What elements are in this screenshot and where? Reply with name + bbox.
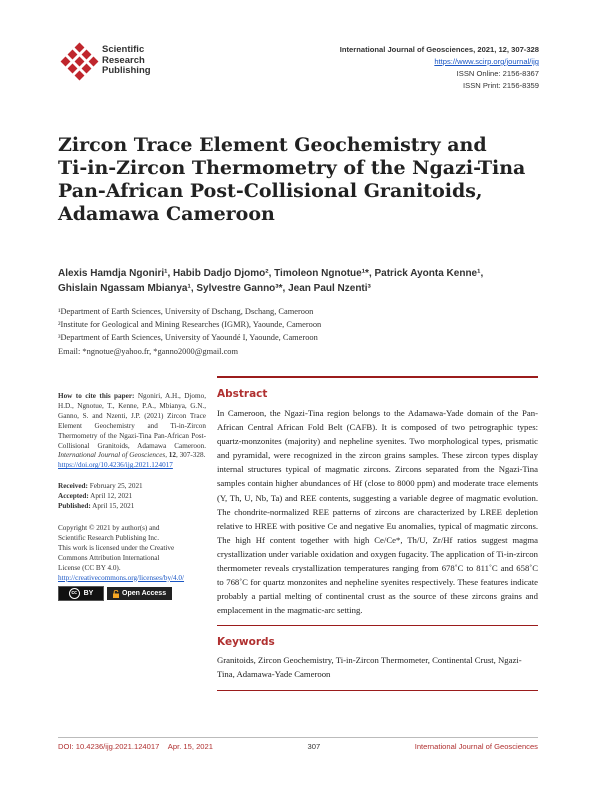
abstract-panel [217, 376, 538, 691]
license-line: Copyright © 2021 by author(s) and [58, 523, 160, 532]
pages: , 307-328. [175, 451, 206, 460]
journal-name-italic: International Journal of Geosciences, [58, 451, 167, 460]
received-date: February 25, 2021 [89, 482, 143, 491]
open-access-label: Open Access [122, 589, 167, 597]
published-label: Published: [58, 502, 91, 511]
accepted-label: Accepted: [58, 492, 89, 501]
issn-print: ISSN Print: 2156-8359 [463, 81, 539, 90]
license-block [58, 524, 206, 601]
license-line: Commons Attribution International [58, 553, 160, 562]
issn-online: ISSN Online: 2156-8367 [456, 69, 539, 78]
affiliations [58, 305, 538, 358]
title-line: Pan-African Post-Collisional Granitoids, [58, 180, 483, 202]
keywords-rule [217, 625, 538, 626]
license-url-link[interactable]: http://creativecommons.org/licenses/by/4.0/ [58, 573, 185, 582]
email: Email: *ngnotue@yahoo.fr, *ganno2000@gmail.com [58, 346, 238, 356]
journal-url-link[interactable]: https://www.scirp.org/journal/ijg [434, 57, 539, 66]
license-line: This work is licensed under the Creative [58, 543, 175, 552]
publisher-name-line: Research [102, 54, 145, 66]
article-title [58, 134, 538, 226]
volume: 12 [168, 451, 176, 460]
author-list [58, 266, 538, 296]
title-line: Adamawa Cameroon [58, 203, 275, 225]
published-date: April 15, 2021 [92, 502, 135, 511]
how-to-cite [58, 392, 206, 471]
page-footer [58, 742, 538, 751]
citation-sidebar [58, 392, 206, 601]
affiliation: ³Department of Earth Sciences, University of Yaoundé I, Yaounde, Cameroon [58, 333, 318, 343]
how-to-cite-label: How to cite this paper: [58, 392, 135, 400]
accepted-date: April 12, 2021 [90, 492, 133, 501]
journal-citation: International Journal of Geosciences, 2021, 12, 307-328 [339, 45, 539, 54]
abstract-text: In Cameroon, the Ngazi-Tina region belongs to the Adamawa-Yade domain of the Pan-African Central African Fold Belt (CAFB). It is composed of two petrographic types: quartz-monzonites (majority) and nepheline syenites. Two morphological types, prismatic and pyramidal, were recognized in the zircon grains samples. These zircon types display internal structures typical of magmatic zircons. Zircons separated from the Ngazi-Tina samples contain higher abundances of Hf (close to 8000 ppm) and moderate trace elements (Y, Th, U, Nb, Ta) and REE contents, suggesting a variable degree of magmatic evolution. The chondrite-normalized REE patterns of zircons are characterized by LREE depletion relative to HREE with positive Ce and negative Eu anomalies, typical of magmatic zircons. The high Hf content together with high Ce/Ce*, Th/U, Zr/Hf ratios suggest magma crystallization under variable oxidation and oxygen fugacity. The application of Ti-in-zircon thermometer reveals crystallization temperatures ranging from 678˚C to 811˚C and 658˚C to 768˚C for quartz monzonites and nepheline syenites respectively. These features indicate probably a partial melting of continental crust as the source of these zircons grains and emplacement in the magmatic-arc setting. [217, 408, 538, 616]
author-line: Ghislain Ngassam Mbianya¹, Sylvestre Ganno³*, Jean Paul Nzenti³ [58, 283, 371, 294]
footer-journal: International Journal of Geosciences [414, 742, 538, 751]
publisher-name-line: Scientific [102, 44, 145, 55]
open-lock-icon [113, 590, 119, 598]
license-line: License (CC BY 4.0). [58, 563, 121, 572]
open-access-badge[interactable] [107, 587, 172, 600]
footer-date: Apr. 15, 2021 [167, 742, 213, 751]
affiliation: ¹Department of Earth Sciences, University of Dschang, Dschang, Cameroon [58, 307, 314, 316]
publisher-name-line: Publishing [102, 65, 151, 76]
doi-link[interactable]: https://doi.org/10.4236/ijg.2021.124017 [58, 461, 173, 470]
author-line: Alexis Hamdja Ngoniri¹, Habib Dadjo Djomo², Timoleon Ngnotue¹*, Patrick Ayonta Kenne¹, [58, 268, 484, 279]
how-to-cite-text: Ngoniri, A.H., Djomo, H.D., Ngnotue, T., Kenne, P.A., Mbianya, G.N., Ganno, S. and Nzenti, J.P. (2021) Zircon Trace Element Geochemistry and Ti-in-Zircon Thermometry of the Ngazi-Tina Pan-African Post-Collisional Granitoids, Adamawa Cameroon. [58, 392, 206, 450]
keywords-bottom-rule [217, 690, 538, 691]
affiliation: ²Institute for Geological and Mining Researches (IGMR), Yaounde, Cameroon [58, 320, 322, 330]
cc-icon: cc [69, 588, 80, 599]
journal-info [340, 44, 539, 92]
keywords-heading: Keywords [217, 636, 275, 649]
abstract-heading: Abstract [217, 388, 268, 400]
cc-by-badge[interactable] [58, 586, 104, 601]
footer-rule [58, 737, 538, 738]
abstract-top-rule [217, 376, 538, 378]
page-number: 307 [307, 742, 321, 751]
footer-doi: DOI: 10.4236/ijg.2021.124017 [58, 742, 160, 751]
keywords-text: Granitoids, Zircon Geochemistry, Ti-in-Zircon Thermometer, Continental Crust, Ngazi-Tina, Adamawa-Yade Cameroon [217, 655, 522, 680]
publisher-name [102, 45, 151, 77]
received-label: Received: [58, 482, 88, 491]
title-line: Ti-in-Zircon Thermometry of the Ngazi-Tina [58, 157, 526, 179]
cc-badge-label: BY [83, 589, 94, 597]
title-line: Zircon Trace Element Geochemistry and [58, 134, 487, 156]
license-line: Scientific Research Publishing Inc. [58, 533, 160, 542]
publication-dates [58, 482, 206, 512]
